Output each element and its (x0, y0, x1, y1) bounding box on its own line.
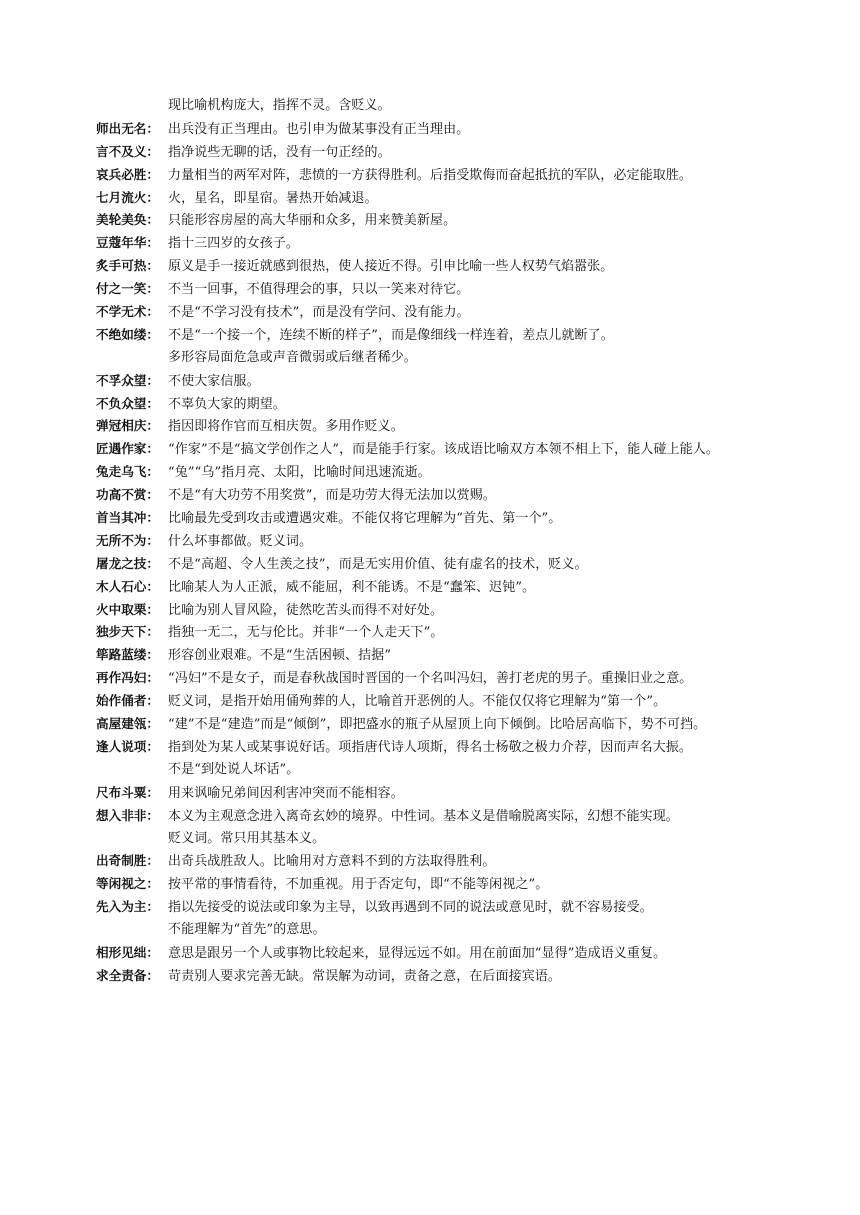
idiom-definition: 苛责别人要求完善无缺。常误解为动词，责备之意，在后面接宾语。 (168, 968, 562, 984)
idiom-term: 无所不为： (96, 532, 159, 548)
idiom-definition: 贬义词，是指开始用俑殉葬的人，比喻首开恶例的人。不能仅仅将它理解为“第一个”。 (168, 694, 667, 710)
idiom-definition: 比喻某人为人正派，威不能屈，利不能诱。不是“蠢笨、迟钝”。 (168, 579, 536, 595)
idiom-term: 相形见绌： (96, 944, 159, 960)
idiom-definition: 形容创业艰难。不是“生活困顿、拮据” (168, 648, 392, 664)
idiom-definition: 多形容局面危急或声音微弱或后继者稀少。 (168, 349, 417, 365)
idiom-term: 豆蔻年华： (96, 235, 159, 251)
idiom-definition: 不是“不学习没有技术”，而是没有学问、没有能力。 (168, 305, 470, 321)
idiom-entry (96, 965, 796, 988)
idiom-term: 逢人说项： (96, 738, 159, 754)
idiom-entry (96, 484, 796, 507)
idiom-definition: 力量相当的两军对阵，悲愤的一方获得胜利。后指受欺侮而奋起抵抗的军队，必定能取胜。 (168, 167, 693, 183)
idiom-entry (96, 370, 796, 393)
idiom-definition: 不使大家信服。 (168, 373, 260, 389)
idiom-definition: 什么坏事都做。贬义词。 (168, 533, 313, 549)
idiom-entry (96, 576, 796, 599)
idiom-entry (96, 141, 796, 164)
idiom-entry (96, 553, 796, 576)
idiom-definition: “作家”不是“搞文学创作之人”，而是能手行家。该成语比喻双方本领不相上下，能人碰上能人。 (168, 442, 719, 458)
idiom-entry (96, 805, 796, 828)
idiom-definition: 用来讽喻兄弟间因利害冲突而不能相容。 (168, 785, 404, 801)
idiom-entry (96, 530, 796, 553)
idiom-definition: 不是“有大功劳不用奖赏”，而是功劳大得无法加以赏赐。 (168, 488, 496, 504)
idiom-term: 屠龙之技： (96, 555, 159, 571)
idiom-term: 七月流火： (96, 189, 159, 205)
idiom-definition: 指净说些无聊的话，没有一句正经的。 (168, 144, 391, 160)
idiom-entry (96, 759, 796, 782)
idiom-definition: “兔”“乌”指月亮、太阳，比喻时间迅速流逝。 (168, 465, 431, 481)
idiom-entry (96, 209, 796, 232)
idiom-definition: 按平常的事情看待，不加重视。用于否定句，即“不能等闲视之”。 (168, 877, 549, 893)
idiom-term: 哀兵必胜： (96, 166, 159, 182)
idiom-entry (96, 713, 796, 736)
idiom-entry (96, 667, 796, 690)
idiom-entry (96, 782, 796, 805)
idiom-definition: 不辜负大家的期望。 (168, 396, 286, 412)
idiom-entry (96, 919, 796, 942)
idiom-definition: 指独一无二，无与伦比。并非“一个人走天下”。 (168, 625, 444, 641)
idiom-entry (96, 255, 796, 278)
idiom-definition: 出奇兵战胜敌人。比喻用对方意料不到的方法取得胜利。 (168, 854, 496, 870)
idiom-term: 付之一笑： (96, 281, 159, 297)
idiom-term: 美轮美奂： (96, 212, 159, 228)
idiom-list (96, 95, 796, 988)
idiom-term: 炙手可热： (96, 258, 159, 274)
idiom-entry (96, 438, 796, 461)
idiom-term: 再作冯妇： (96, 670, 159, 686)
idiom-definition: 指因即将作官而互相庆贺。多用作贬义。 (168, 419, 404, 435)
idiom-term: 筚路蓝缕： (96, 647, 159, 663)
idiom-term: 不孚众望： (96, 372, 159, 388)
idiom-entry (96, 232, 796, 255)
idiom-definition: 不是“高超、令人生羡之技”，而是无实用价值、徒有虚名的技术，贬义。 (168, 556, 588, 572)
idiom-term: 独步天下： (96, 624, 159, 640)
idiom-term: 木人石心： (96, 578, 159, 594)
idiom-term: 高屋建瓴： (96, 716, 159, 732)
idiom-entry (96, 828, 796, 851)
idiom-term: 求全责备： (96, 967, 159, 983)
idiom-entry (96, 873, 796, 896)
idiom-definition: 比喻最先受到攻击或遭遇灾难。不能仅将它理解为“首先、第一个”。 (168, 511, 562, 527)
idiom-term: 弹冠相庆： (96, 418, 159, 434)
idiom-term: 匠遇作家： (96, 441, 159, 457)
idiom-entry (96, 942, 796, 965)
idiom-entry (96, 599, 796, 622)
idiom-term: 言不及义： (96, 143, 159, 159)
idiom-entry (96, 621, 796, 644)
idiom-entry (96, 164, 796, 187)
idiom-definition: 贬义词。常只用其基本义。 (168, 830, 326, 846)
idiom-definition: 本义为主观意念进入离奇玄妙的境界。中性词。基本义是借喻脱离实际，幻想不能实现。 (168, 808, 679, 824)
idiom-term: 功高不赏： (96, 487, 159, 503)
idiom-term: 师出无名： (96, 120, 159, 136)
idiom-term: 等闲视之： (96, 876, 159, 892)
idiom-entry (96, 507, 796, 530)
idiom-entry (96, 347, 796, 370)
idiom-term: 兔走乌飞： (96, 464, 159, 480)
idiom-definition: 比喻为别人冒风险，徒然吃苦头而得不对好处。 (168, 602, 444, 618)
idiom-entry (96, 896, 796, 919)
idiom-entry (96, 187, 796, 210)
idiom-definition: 不是“一个接一个，连续不断的样子”，而是像细线一样连着，差点儿就断了。 (168, 327, 614, 343)
idiom-entry (96, 324, 796, 347)
idiom-entry (96, 393, 796, 416)
idiom-entry (96, 690, 796, 713)
idiom-definition: 原义是手一接近就感到很热，使人接近不得。引申比喻一些人权势气焰嚣张。 (168, 259, 614, 275)
idiom-entry (96, 118, 796, 141)
idiom-entry (96, 415, 796, 438)
idiom-definition: 不是“到处说人坏话”。 (168, 761, 300, 777)
idiom-term: 出奇制胜： (96, 853, 159, 869)
idiom-entry (96, 95, 796, 118)
idiom-definition: 不能理解为“首先”的意思。 (168, 922, 326, 938)
idiom-term: 不绝如缕： (96, 326, 159, 342)
idiom-definition: 不当一回事，不值得理会的事，只以一笑来对待它。 (168, 282, 470, 298)
idiom-entry (96, 278, 796, 301)
idiom-entry (96, 736, 796, 759)
idiom-definition: 只能形容房屋的高大华丽和众多，用来赞美新屋。 (168, 213, 457, 229)
idiom-term: 火中取栗： (96, 601, 159, 617)
idiom-definition: 意思是跟另一个人或事物比较起来，显得远远不如。用在前面加“显得”造成语义重复。 (168, 945, 667, 961)
idiom-definition: “建”不是“建造”而是“倾倒”，即把盛水的瓶子从屋顶上向下倾倒。比哈居高临下，势不可挡。 (168, 717, 707, 733)
idiom-definition: 火，星名，即星宿。暑热开始减退。 (168, 190, 378, 206)
idiom-entry (96, 301, 796, 324)
idiom-term: 首当其冲： (96, 510, 159, 526)
idiom-definition: 现比喻机构庞大，指挥不灵。含贬义。 (168, 98, 391, 113)
idiom-entry (96, 850, 796, 873)
idiom-definition: “冯妇”不是女子，而是春秋战国时晋国的一个名叫冯妇，善打老虎的男子。重操旧业之意。 (168, 671, 693, 687)
idiom-entry (96, 644, 796, 667)
idiom-term: 始作俑者： (96, 693, 159, 709)
idiom-term: 想入非非： (96, 807, 159, 823)
idiom-term: 先入为主： (96, 899, 159, 915)
idiom-definition: 指到处为某人或某事说好话。项指唐代诗人项斯，得名士杨敬之极力介荐，因而声名大振。 (168, 739, 693, 755)
idiom-term: 不负众望： (96, 395, 159, 411)
idiom-term: 不学无术： (96, 304, 159, 320)
idiom-term: 尺布斗粟： (96, 784, 159, 800)
idiom-definition: 指以先接受的说法或印象为主导，以致再遇到不同的说法或意见时，就不容易接受。 (168, 900, 653, 916)
idiom-definition: 指十三四岁的女孩子。 (168, 236, 300, 252)
idiom-definition: 出兵没有正当理由。也引申为做某事没有正当理由。 (168, 121, 470, 137)
idiom-entry (96, 461, 796, 484)
